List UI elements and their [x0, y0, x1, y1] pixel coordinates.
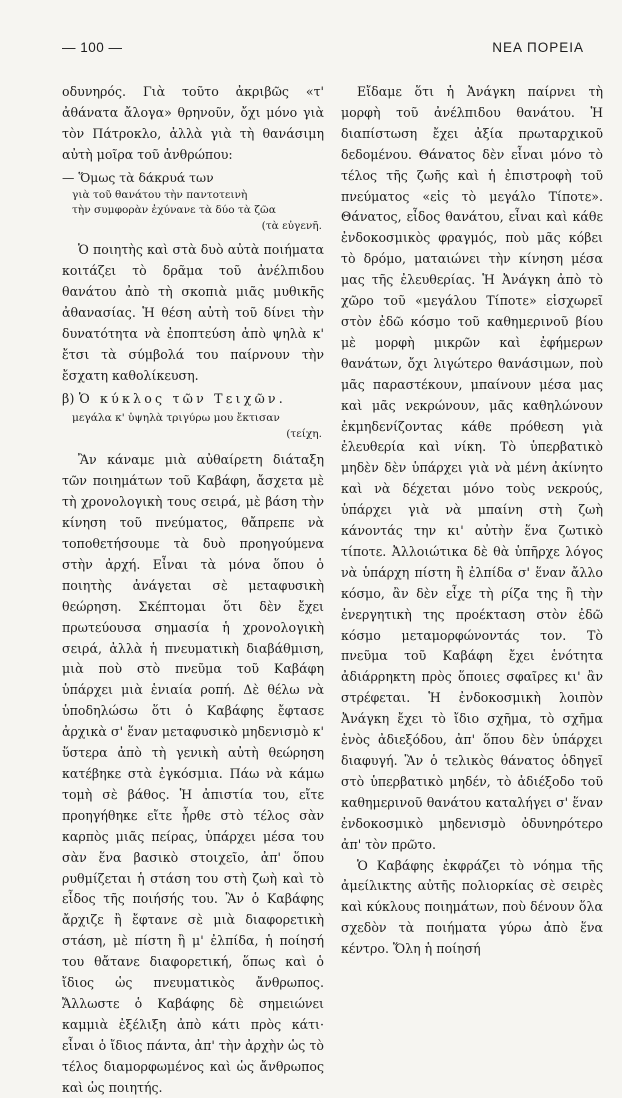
paragraph: οδυνηρός. Γιὰ τοῦτο ἀκριβῶς «τ' ἀθάνατα ἄλογα» θρηνοῦν, ὄχι μόνο γιὰ τὸν Πάτροκλο, ἀλλὰ γιὰ τὴ θανάσιμη αὐτὴ μοῖρα τοῦ ἀνθρώπου:	[62, 84, 324, 162]
running-head: ΝΕΑ ΠΟΡΕΙΑ	[492, 40, 584, 55]
paragraph: Ὁ ποιητὴς καὶ στὰ δυὸ αὐτὰ ποιήματα κοιτάζει τὸ δρᾶμα τοῦ ἀνέλπιδου θανάτου ἀπὸ τὴ σκοπιὰ μιᾶς μυθικῆς ἀθανασίας. Ἡ θέση αὐτὴ τοῦ δίνει τὴν δυνατότητα νὰ ἐποπτεύση ἀπὸ ψηλὰ κ' ἔτσι τὰ σύμβολά του παίρνουν τὴν ἔσχατη καθολίκευση.	[62, 242, 324, 383]
poem-quote	[62, 168, 324, 235]
left-column	[62, 82, 324, 1095]
page-number: — 100 —	[62, 40, 123, 55]
poem-quote	[62, 411, 324, 442]
poem-line: (τὰ εὐγενῆ.	[261, 219, 322, 232]
paragraph: Ὁ Καβάφης ἐκφράζει τὸ νόημα τῆς ἀμείλικτης αὐτῆς πολιορκίας σὲ σειρὲς καὶ κύκλους ποιημάτων, ποὺ δένουν ὅλα σχεδὸν τὰ ποιήματα γύρω ἀπὸ ἕνα κέντρο. Ὅλη ἡ ποίησή	[341, 857, 603, 957]
poem-line: τὴν συμφορὰν ἐχύνανε τὰ δύο τὰ ζῶα	[72, 204, 276, 217]
right-column	[341, 82, 603, 960]
section-heading	[62, 389, 324, 410]
paragraph: Εἴδαμε ὅτι ἡ Ἀνάγκη παίρνει τὴ μορφὴ τοῦ ἀνέλπιδου θανάτου. Ἡ διαπίστωση ἔχει ἀξία πρωταρχικοῦ δεδομένου. Θάνατος δὲν εἶναι μόνο τὸ τέλος τῆς ζωῆς καὶ ἡ ἐπιστροφὴ τοῦ πνεύματος «εἰς τὸ μεγάλο Τίποτε». Θάνατος, εἶδος θανάτου, εἶναι καὶ κάθε ἐνδοκοσμικὸς φραγμός, ποὺ μᾶς κόβει τὸ δρόμο, ματαιώνει τὴν κίνηση μέσα μας τῆς ἐλευθερίας. Ἡ Ἀνάγκη ἀπὸ τὸ χῶρο τοῦ «μεγάλου Τίποτε» εἰσχωρεῖ στὸν ἐδῶ κόσμο τοῦ καθημερινοῦ βίου μὲ μορφὴ μικρῶν καὶ ἐφήμερων θανάτων, ὄχι λιγώτερο θανάσιμων, ποὺ μᾶς παραστέκουν, μπαίνουν μέσα μας καὶ μᾶς νεκρώνουν, μᾶς καθηλώνουν ἐκμηδενίζοντας κάθε πρόθεση γιὰ ἐλευθερία καὶ νίκη. Τὸ ὑπερβατικὸ μηδὲν δὲν ὑπάρχει γιὰ νὰ μένη ἀκίνητο καὶ νὰ δέχεται μόνο τοὺς νεκρούς, ὑπάρχει γιὰ νὰ μπαίνη στὴ ζωὴ κάνοντάς την κι' αὐτὴν ἕνα ζωτικὸ τίποτε. Ἀλλοιώτικα δὲ θὰ ὑπῆρχε λόγος νὰ ὑπάρχη πίστη ἢ ἐλπίδα σ' ἕναν ἄλλο κόσμο, ἂν δὲν εἶχε τὴ ρίζα της ἢ τὴν ἐνεργητικὴ της προέκταση στὸν ἐδῶ κόσμο μεταμορφώνοντάς τον. Τὸ πνεῦμα τοῦ Καβάφη ἔχει ἑνότητα ἀδιάρρηκτη πρὸς ὅποιες σφαῖρες κι' ἂν στρέφεται. Ἡ ἐνδοκοσμικὴ λοιπὸν Ἀνάγκη ἔχει τὸ ἴδιο σχῆμα, τὸ σχῆμα ἑνὸς ἀδιεξόδου, ἀπ' ὅπου δὲν ὑπάρχει διαφυγή. Ἂν ὁ τελικὸς θάνατος ὁδηγεῖ στὸ ὑπερβατικὸ μηδέν, τὸ ἀδιέξοδο τοῦ καθημερινοῦ θανάτου καταλήγει σ' ἕναν ἐνδοκοσμικὸ μηδενισμὸ ὀδυνηρότερο ἀπ' τὸν πρῶτο.	[341, 84, 603, 852]
poem-line: — Ὅμως τὰ δάκρυά των	[62, 169, 214, 185]
poem-line: (τείχη.	[286, 427, 322, 440]
section-label: β)	[62, 391, 79, 407]
poem-line: μεγάλα κ' ὑψηλὰ τριγύρω μου ἔκτισαν	[72, 412, 280, 425]
poem-line: γιὰ τοῦ θανάτου τὴν παντοτεινὴ	[72, 188, 248, 201]
section-title: Ὁ κύκλος τῶν Τειχῶν.	[78, 391, 286, 407]
paragraph: Ἂν κάναμε μιὰ αὐθαίρετη διάταξη τῶν ποιημάτων τοῦ Καβάφη, ἄσχετα μὲ τὴ χρονολογικὴ τους σειρά, μὲ βάση τὴν κίνηση τοῦ πνεύματος, θἄπρεπε νὰ τοποθετήσουμε τὰ δυὸ προηγούμενα στὴν ἀρχή. Εἶναι τὰ μόνα ὅπου ὁ ποιητὴς ἀνάγεται σὲ μεταφυσικὴ θεώρηση. Σκέπτομαι ὅτι δὲν ἔχει πρωτεύουσα σημασία ἡ χρονολογικὴ σειρά, ἀλλὰ ἡ πνευματικὴ διαβάθμιση, μιὰ ποὺ στὸ πνεῦμα τοῦ Καβάφη ὑπάρχει μιὰ ἑνιαία ροπή. Δὲ θέλω νὰ ὑποδηλώσω ὅτι ὁ Καβάφης ἔφτασε ἀρχικὰ σ' ἕναν μεταφυσικὸ μηδενισμὸ κ' ὕστερα ἀπὸ τὴ γενικὴ αὐτὴ θεώρηση κατέβηκε στὰ ἐγκόσμια. Πάω νὰ κάμω τομὴ σὲ βάθος. Ἡ ἀπιστία του, εἴτε προηγήθηκε εἴτε ἦρθε στὸ τέλος σὰν καρπὸς μιᾶς πείρας, ὑπάρχει μέσα του σὰν ἕνα βασικὸ στοιχεῖο, ἀπ' ὅπου ρυθμίζεται ἡ στάση του στὴ ζωὴ καὶ τὸ εἶδος τῆς ποιήσής του. Ἂν ὁ Καβάφης ἄρχιζε ἢ ἔφτανε σὲ μιὰ διαφορετικὴ στάση, μὲ πίστη ἢ μ' ἐλπίδα, ἡ ποίησή του θἄτανε διαφορετική, ὅπως καὶ ὁ ἴδιος ὡς πνευματικὸς ἄνθρωπος. Ἄλλωστε ὁ Καβάφης δὲ σημειώνει καμμιὰ ἐξέλιξη ἀπὸ κάτι πρὸς κάτι· εἶναι ὁ ἴδιος πάντα, ἀπ' τὴν ἀρχὴν ὡς τὸ τέλος διαμορφωμένος καὶ ὡς ἄνθρωπος καὶ ὡς ποιητής.	[62, 452, 324, 1095]
page-header	[62, 40, 584, 62]
